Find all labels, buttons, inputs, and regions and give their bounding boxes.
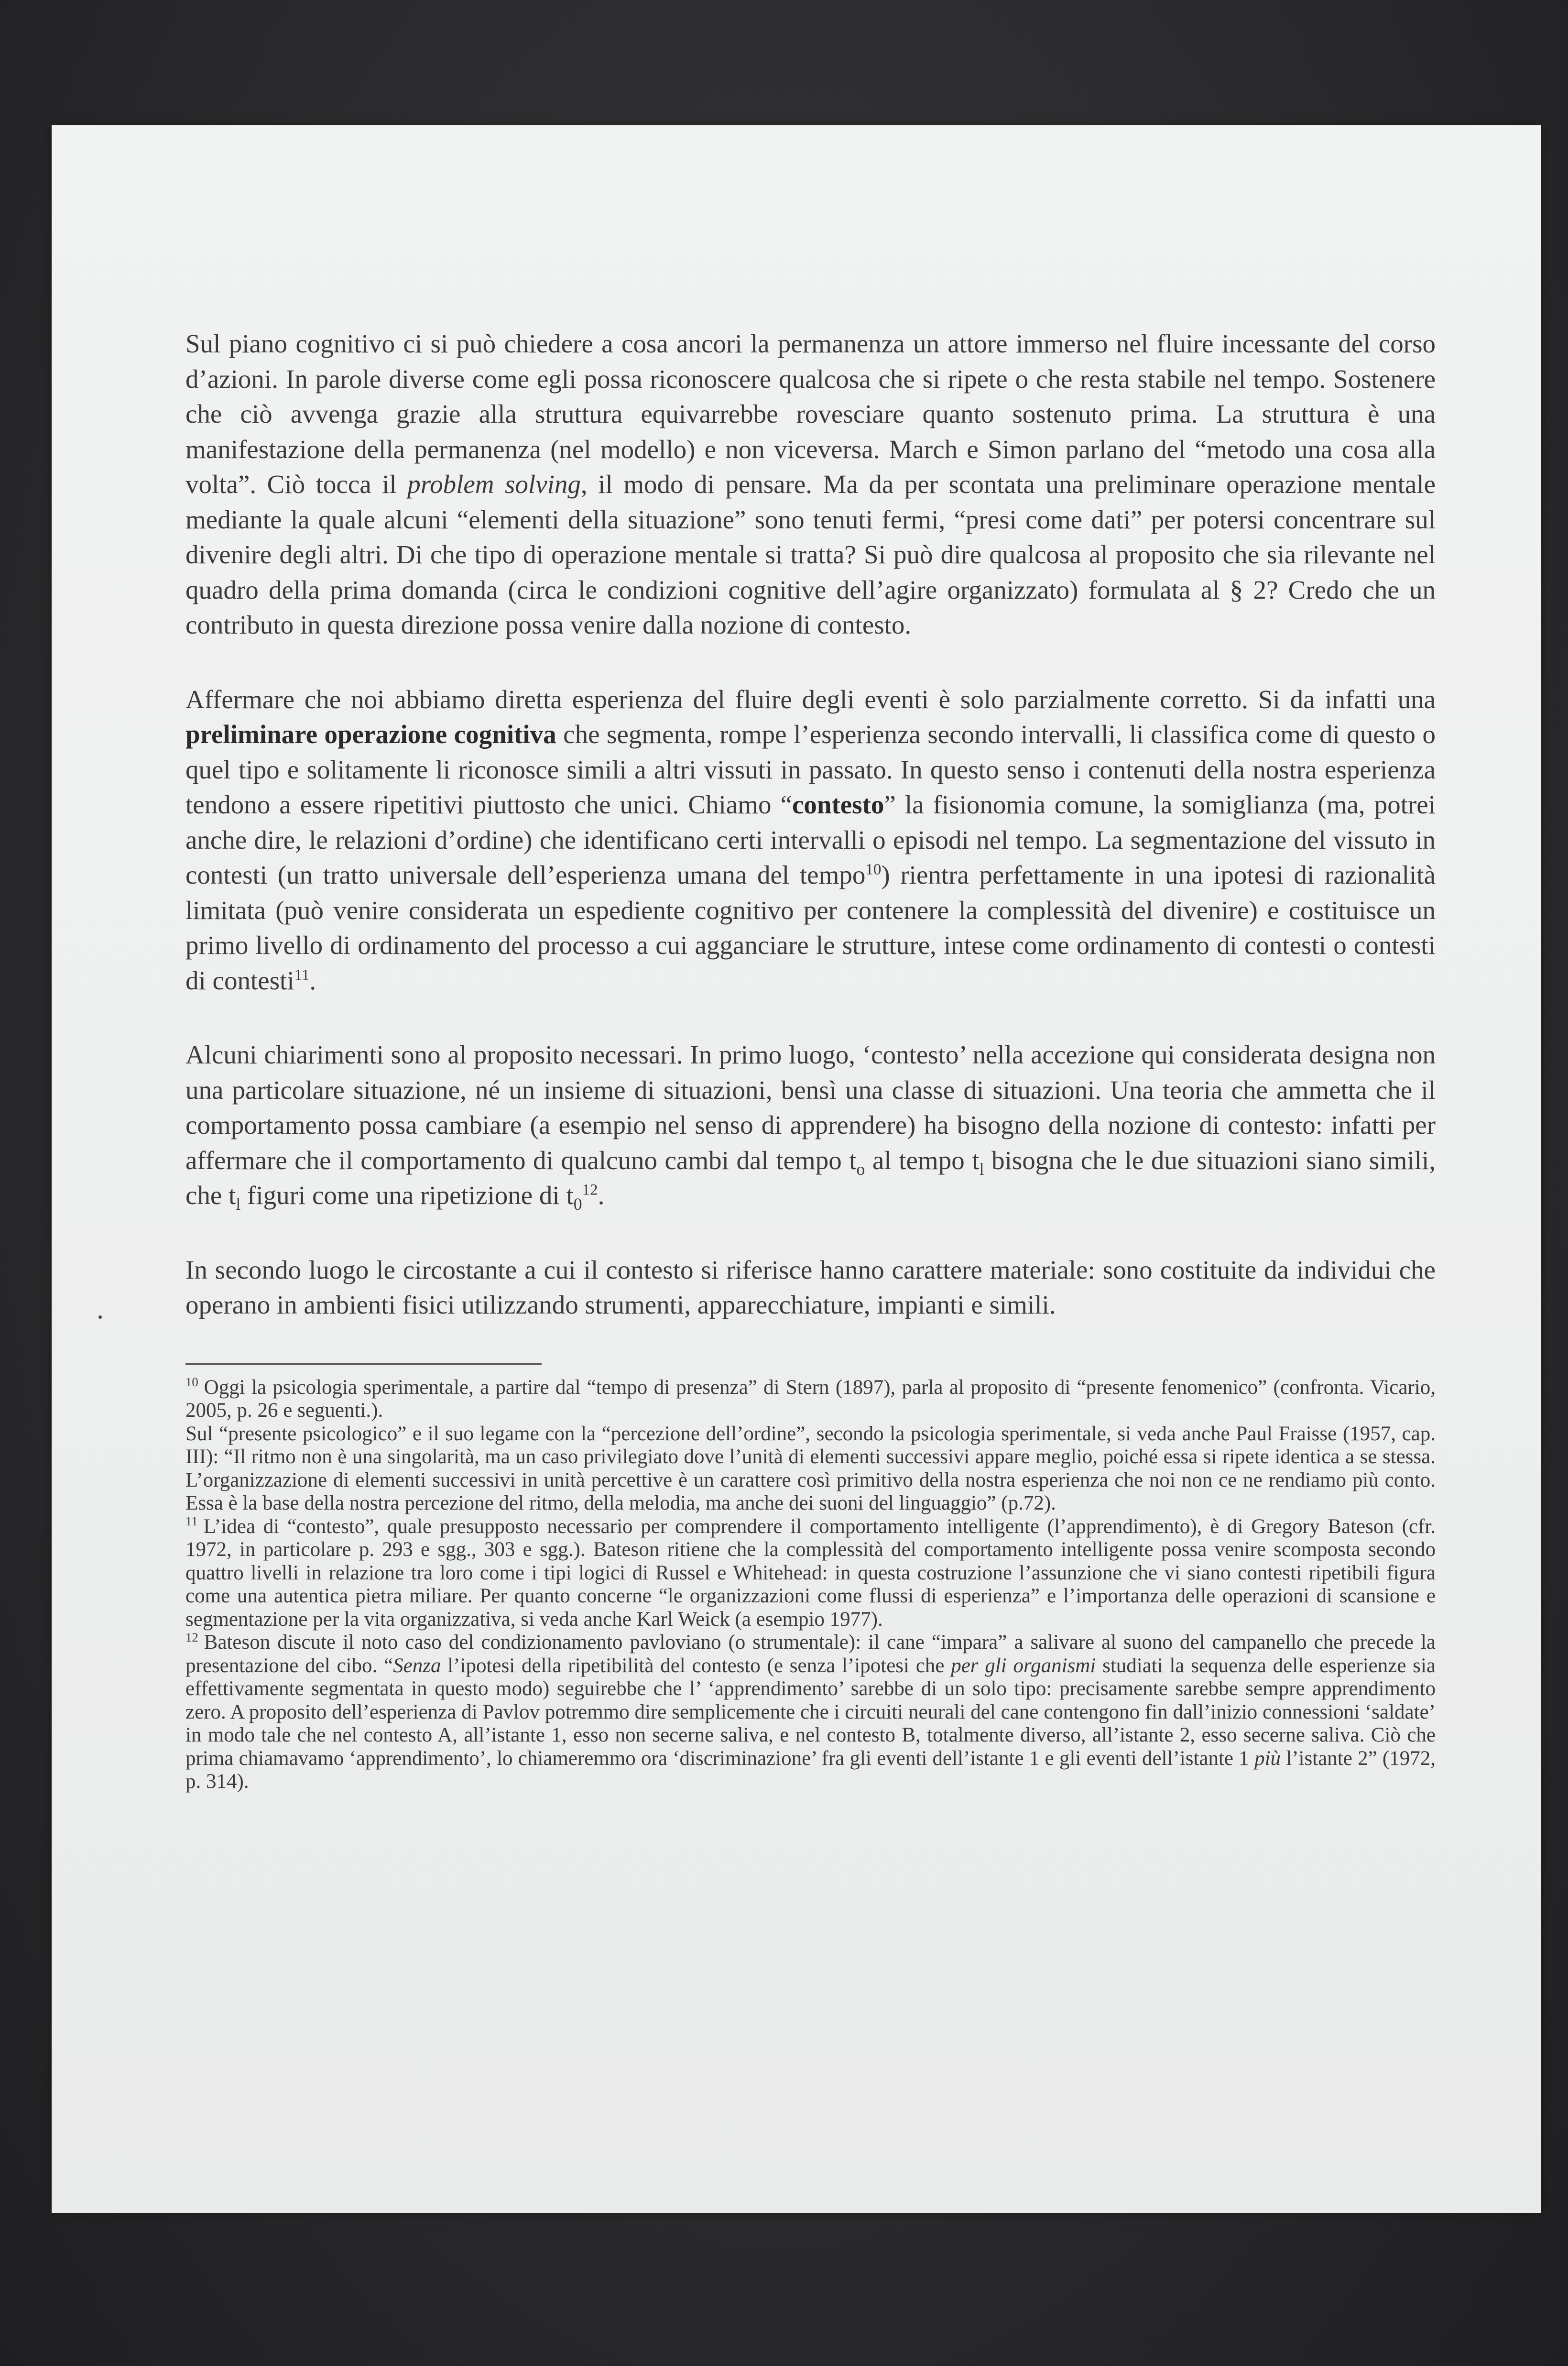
paragraph-4: In secondo luogo le circostante a cui il contesto si riferisce hanno carattere materiale: sono costituite da individui che operano in ambienti fisici utilizzando strumenti, apparecchiature, impianti e simili. — [185, 1255, 1436, 1319]
footnote-number: 11 — [185, 1514, 198, 1529]
footnote-10: $^{10}$ Oggi la psicologia sperimentale, a partire dal “tempo di presenza” di Stern (1897), parla al proposito di “presente fenomenico” (confronta. Vicario, 2005, p. 26 e seguenti.). — [185, 1375, 1436, 1422]
paper-sheet — [52, 125, 1541, 2213]
footnote-12: $^{12}$ Bateson discute il noto caso del condizionamento pavloviano (o strumentale): il cane “impara” a salivare al suono del campanello che precede la presentazione del cibo. “Senza l’ipotesi della ripetibilità del contesto (e senza l’ipotesi che per gli organismi studiati la sequenza delle esperienze sia effettivamente segmentata in questo modo) seguirebbe che l’ ‘apprendimento’ sarebbe di un solo tipo: precisamente sarebbe sempre apprendimento zero. A proposito dell’esperienza di Pavlov potremmo dire semplicemente che i circuiti neurali del cane contengono fin dall’inizio connessioni ‘saldate’ in modo tale che nel contesto A, all’istante 1, esso non secerne saliva, e nel contesto B, totalmente diverso, all’istante 2, esso secerne saliva. Ciò che prima chiamavamo ‘apprendimento’, lo chiameremmo ora ‘discriminazione’ fra gli eventi dell’istante 1 e gli eventi dell’istante 1 più l’istante 2” (1972, p. 314). — [185, 1630, 1436, 1793]
paragraph-3: Alcuni chiarimenti sono al proposito necessari. In primo luogo, ‘contesto’ nella accezione qui considerata designa non una particolare situazione, né un insieme di situazioni, bensì una classe di situazioni. Una teoria che ammetta che il comportamento possa cambiare (a esempio nel senso di apprendere) ha bisogno della nozione di contesto: infatti per affermare che il comportamento di qualcuno cambi dal tempo $t_o$ al tempo $t_l$ bisogna che le due situazioni siano simili, che $t_l$ figuri come una ripetizione di $t_0^{12}$. — [185, 1040, 1436, 1214]
footnote-ref-11: 11 — [294, 966, 310, 984]
footnote-11: $^{11}$ L’idea di “contesto”, quale presupposto necessario per comprendere il comportamento intelligente (l’apprendimento), è di Gregory Bateson (cfr. 1972, in particolare p. 293 e sgg., 303 e sgg.). Bateson ritiene che la complessità del comportamento intelligente possa venire scomposta secondo quattro livelli in relazione tra loro come i tipi logici di Russel e Whitehead: in questa costruzione l’assunzione che vi siano contesti ripetibili figura come una autentica pietra miliare. Per quanto concerne “le organizzazioni come flussi di esperienza” e l’importanza delle operazioni di scansione e segmentazione per la vita organizzativa, si veda anche Karl Weick (a esempio 1977). — [185, 1514, 1436, 1631]
stray-mark — [98, 1315, 102, 1319]
footnote-number: 12 — [185, 1630, 198, 1644]
footnote-ref-12: 12 — [582, 1181, 598, 1199]
paragraph-2: Affermare che noi abbiamo diretta esperienza del fluire degli eventi è solo parzialmente corretto. Si da infatti una preliminare operazione cognitiva che segmenta, rompe l’esperienza secondo intervalli, li classifica come di questo o quel tipo e solitamente li riconosce simili a altri vissuti in passato. In questo senso i contenuti della nostra esperienza tendono a essere ripetitivi piuttosto che unici. Chiamo “contesto” la fisionomia comune, la somiglianza (ma, potrei anche dire, le relazioni d’ordine) che identificano certi intervalli o episodi nel tempo. La segmentazione del vissuto in contesti (un tratto universale dell’esperienza umana del tempo$^{10}$) rientra perfettamente in una ipotesi di razionalità limitata (può venire considerata un espediente cognitivo per contenere la complessità del divenire) e costituisce un primo livello di ordinamento del processo a cui agganciare le strutture, intese come ordinamento di contesti o contesti di contesti$^{11}$. — [185, 684, 1436, 995]
paragraph-1: Sul piano cognitivo ci si può chiedere a cosa ancori la permanenza un attore immerso nel fluire incessante del corso d’azioni. In parole diverse come egli possa riconoscere qualcosa che si ripete o che resta stabile nel tempo. Sostenere che ciò avvenga grazie alla struttura equivarrebbe rovesciare quanto sostenuto prima. La struttura è una manifestazione della permanenza (nel modello) e non viceversa. March e Simon parlano del “metodo una cosa alla volta”. Ciò tocca il problem solving, il modo di pensare. Ma da per scontata una preliminare operazione mentale mediante la quale alcuni “elementi della situazione” sono tenuti fermi, “presi come dati” per potersi concentrare sul divenire degli altri. Di che tipo di operazione mentale si tratta? Si può dire qualcosa al proposito che sia rilevante nel quadro della prima domanda (circa le condizioni cognitive dell’agire organizzato) formulata al § 2? Credo che un contributo in questa direzione possa venire dalla nozione di contesto. — [185, 329, 1436, 639]
footnote-10-continued: Sul “presente psicologico” e il suo legame con la “percezione dell’ordine”, secondo la psicologia sperimentale, si veda anche Paul Fraisse (1957, cap. III): “Il ritmo non è una singolarità, ma un caso privilegiato dove l’unità di elementi successivi appare meglio, poiché essa si ripete identica a se stessa. L’organizzazione di elementi successivi in unità percettive è un carattere così primitivo della nostra esperienza che noi non ce ne rendiamo più conto. Essa è la base della nostra percezione del ritmo, della melodia, ma anche dei suoni del linguaggio” (p.72). — [185, 1422, 1436, 1514]
footnote-divider — [185, 1363, 542, 1365]
page-text — [185, 326, 1436, 1794]
footnote-ref-10: 10 — [865, 861, 882, 878]
footnote-number: 10 — [185, 1375, 198, 1390]
